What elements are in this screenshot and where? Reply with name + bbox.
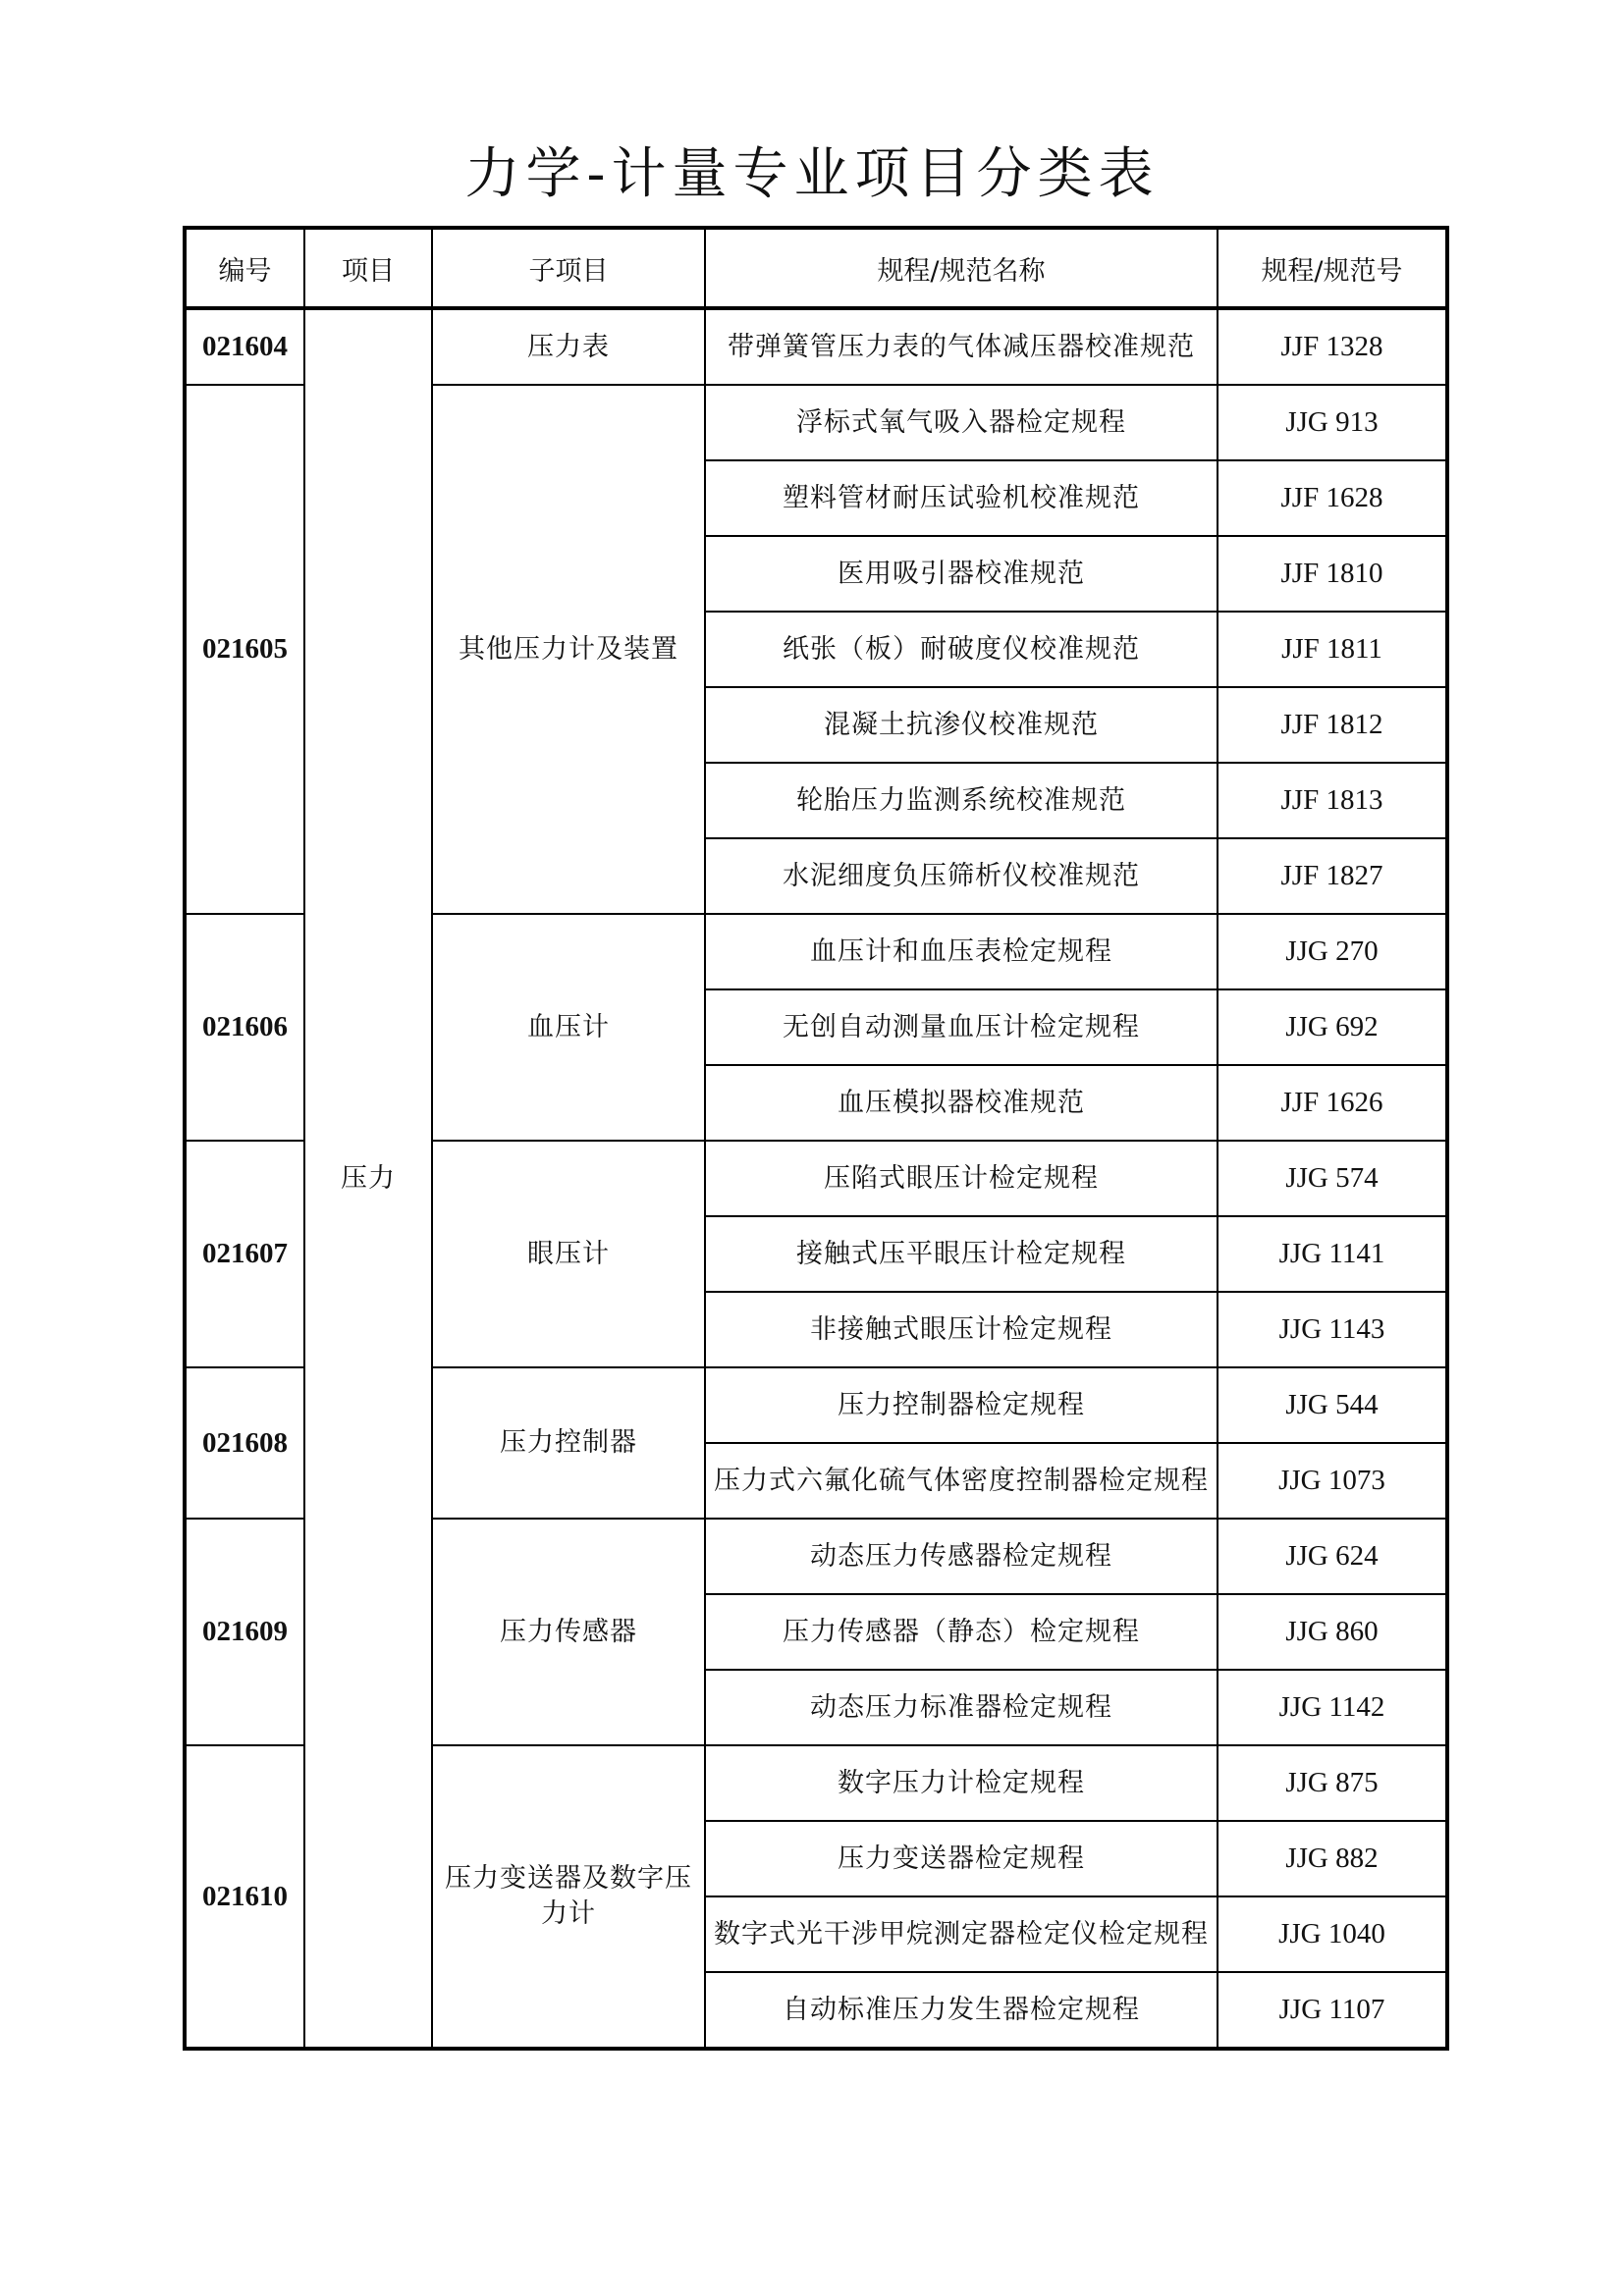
table-row xyxy=(185,308,1447,385)
cell-subitem: 压力变送器及数字压力计 xyxy=(432,1745,705,2049)
cell-spec-number: JJG 624 xyxy=(1218,1519,1447,1594)
cell-spec-number: JJG 1143 xyxy=(1218,1292,1447,1367)
cell-spec-number: JJG 1040 xyxy=(1218,1896,1447,1972)
cell-spec-number: JJG 574 xyxy=(1218,1141,1447,1216)
cell-spec-name: 带弹簧管压力表的气体减压器校准规范 xyxy=(705,308,1218,385)
header-std: 规程/规范号 xyxy=(1218,228,1447,308)
cell-spec-name: 无创自动测量血压计检定规程 xyxy=(705,989,1218,1065)
cell-spec-name: 压力控制器检定规程 xyxy=(705,1367,1218,1443)
cell-spec-number: JJG 913 xyxy=(1218,385,1447,460)
header-item: 项目 xyxy=(304,228,432,308)
cell-subitem: 其他压力计及装置 xyxy=(432,385,705,914)
classification-table xyxy=(183,226,1449,2051)
cell-spec-name: 压陷式眼压计检定规程 xyxy=(705,1141,1218,1216)
cell-subitem: 压力传感器 xyxy=(432,1519,705,1745)
cell-code: 021610 xyxy=(185,1745,304,2049)
cell-item: 压力 xyxy=(304,308,432,2049)
cell-spec-number: JJG 1107 xyxy=(1218,1972,1447,2049)
cell-spec-name: 非接触式眼压计检定规程 xyxy=(705,1292,1218,1367)
cell-subitem: 压力表 xyxy=(432,308,705,385)
cell-spec-name: 纸张（板）耐破度仪校准规范 xyxy=(705,612,1218,687)
cell-code: 021608 xyxy=(185,1367,304,1519)
cell-subitem: 压力控制器 xyxy=(432,1367,705,1519)
cell-spec-number: JJF 1810 xyxy=(1218,536,1447,612)
cell-spec-name: 血压计和血压表检定规程 xyxy=(705,914,1218,989)
cell-spec-name: 动态压力标准器检定规程 xyxy=(705,1670,1218,1745)
header-code: 编号 xyxy=(185,228,304,308)
cell-spec-name: 数字式光干涉甲烷测定器检定仪检定规程 xyxy=(705,1896,1218,1972)
cell-code: 021607 xyxy=(185,1141,304,1367)
cell-spec-number: JJG 1141 xyxy=(1218,1216,1447,1292)
cell-spec-name: 动态压力传感器检定规程 xyxy=(705,1519,1218,1594)
cell-spec-name: 血压模拟器校准规范 xyxy=(705,1065,1218,1141)
cell-spec-name: 轮胎压力监测系统校准规范 xyxy=(705,763,1218,838)
cell-spec-number: JJF 1626 xyxy=(1218,1065,1447,1141)
cell-spec-number: JJF 1812 xyxy=(1218,687,1447,763)
cell-subitem: 血压计 xyxy=(432,914,705,1141)
cell-subitem: 眼压计 xyxy=(432,1141,705,1367)
cell-spec-name: 压力传感器（静态）检定规程 xyxy=(705,1594,1218,1670)
cell-spec-name: 浮标式氧气吸入器检定规程 xyxy=(705,385,1218,460)
header-name: 规程/规范名称 xyxy=(705,228,1218,308)
cell-spec-name: 混凝土抗渗仪校准规范 xyxy=(705,687,1218,763)
table-header-row xyxy=(185,228,1447,308)
cell-code: 021604 xyxy=(185,308,304,385)
cell-spec-name: 压力变送器检定规程 xyxy=(705,1821,1218,1896)
page-title: 力学-计量专业项目分类表 xyxy=(464,142,1160,206)
cell-spec-number: JJG 860 xyxy=(1218,1594,1447,1670)
cell-spec-name: 水泥细度负压筛析仪校准规范 xyxy=(705,838,1218,914)
cell-spec-number: JJG 1142 xyxy=(1218,1670,1447,1745)
cell-spec-number: JJG 1073 xyxy=(1218,1443,1447,1519)
table-body xyxy=(185,308,1447,2049)
cell-spec-number: JJG 882 xyxy=(1218,1821,1447,1896)
cell-spec-name: 自动标准压力发生器检定规程 xyxy=(705,1972,1218,2049)
cell-spec-number: JJF 1813 xyxy=(1218,763,1447,838)
cell-spec-number: JJG 875 xyxy=(1218,1745,1447,1821)
cell-code: 021606 xyxy=(185,914,304,1141)
cell-spec-number: JJG 270 xyxy=(1218,914,1447,989)
cell-spec-name: 医用吸引器校准规范 xyxy=(705,536,1218,612)
cell-spec-number: JJF 1811 xyxy=(1218,612,1447,687)
cell-spec-number: JJF 1628 xyxy=(1218,460,1447,536)
header-subitem: 子项目 xyxy=(432,228,705,308)
cell-spec-number: JJF 1827 xyxy=(1218,838,1447,914)
cell-spec-name: 塑料管材耐压试验机校准规范 xyxy=(705,460,1218,536)
cell-spec-number: JJG 544 xyxy=(1218,1367,1447,1443)
classification-table-container xyxy=(183,226,1449,2051)
cell-code: 021605 xyxy=(185,385,304,914)
cell-spec-name: 接触式压平眼压计检定规程 xyxy=(705,1216,1218,1292)
cell-spec-number: JJG 692 xyxy=(1218,989,1447,1065)
cell-spec-name: 压力式六氟化硫气体密度控制器检定规程 xyxy=(705,1443,1218,1519)
cell-spec-number: JJF 1328 xyxy=(1218,308,1447,385)
cell-spec-name: 数字压力计检定规程 xyxy=(705,1745,1218,1821)
cell-code: 021609 xyxy=(185,1519,304,1745)
